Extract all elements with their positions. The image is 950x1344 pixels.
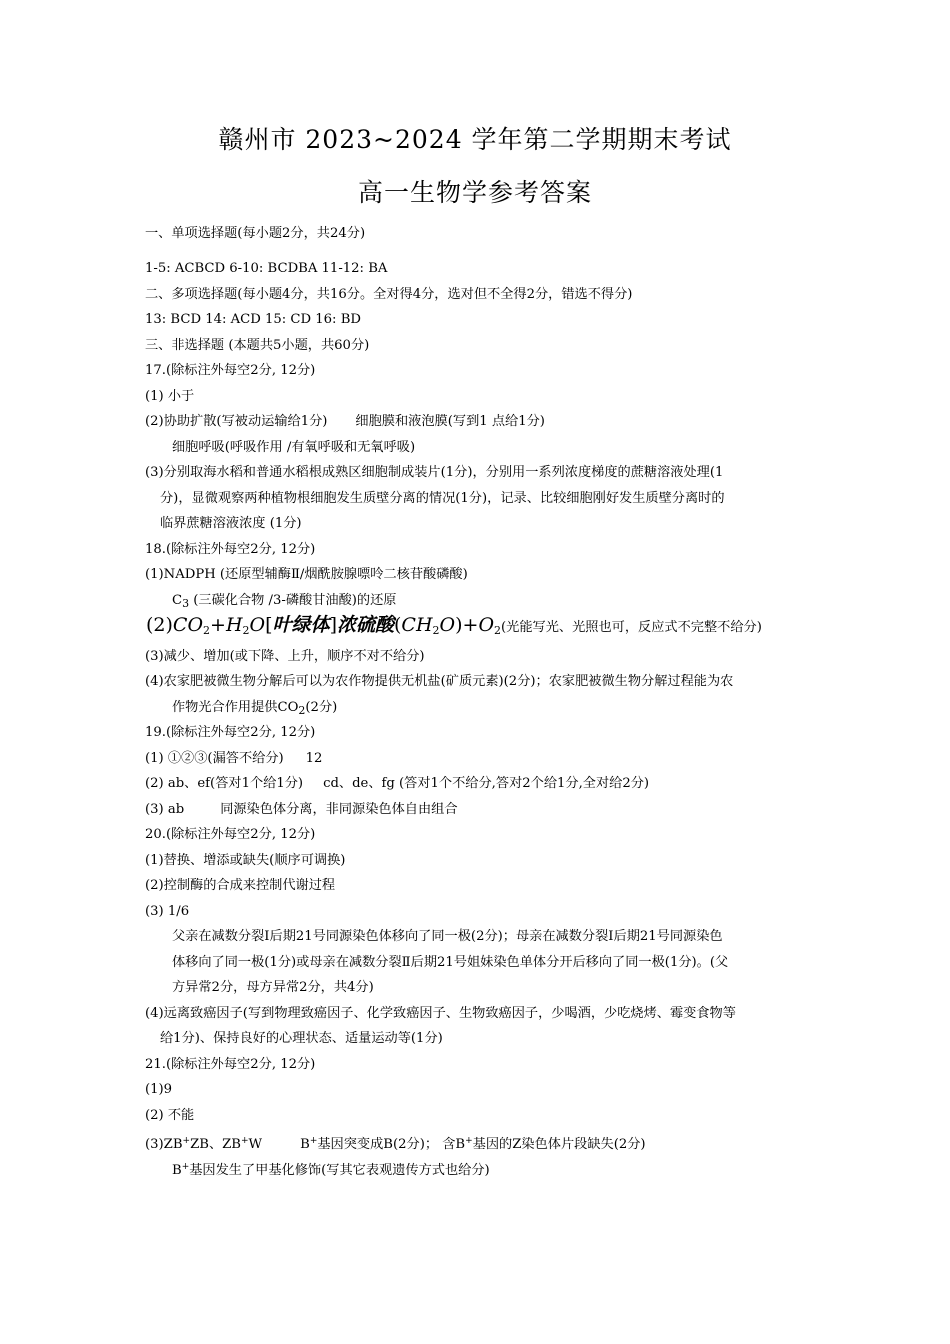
q21-answer-2: (2) 不能	[145, 1108, 195, 1123]
q18-reaction-equation: $(2)CO_2+H_2O$[叶绿体]浓硫酸$(CH_2O)+O_2$(光能写光、光照也可，反应式不完整不给分)	[146, 614, 762, 637]
q20-answer-3b-line2: 体移向了同一极(1分)或母亲在减数分裂Ⅱ后期21号姐妹染色单体分开后移向了同一极(1分)。(父	[172, 955, 729, 970]
q20-answer-2: (2)控制酶的合成来控制代谢过程	[145, 878, 336, 893]
q18-answer-1b: $C_3$ (三碳化合物 /3-磷酸甘油酸)的还原	[172, 593, 397, 610]
q20-answer-3b-line3: 方异常2分，母方异常2分，共4分)	[172, 980, 374, 995]
section-1-answers: 1-5: ACBCD 6-10: BCDBA 11-12: BA	[145, 261, 388, 276]
q17-answer-3-line2: 分)，显微观察两种植物根细胞发生质壁分离的情况(1分)，记录、比较细胞刚好发生质壁分离时的	[160, 491, 725, 506]
q17-answer-2c: 细胞呼吸(呼吸作用 /有氧呼吸和无氧呼吸)	[172, 440, 416, 455]
q18-answer-4-line2: 作物光合作用提供$CO_2(2$分)	[172, 700, 338, 717]
q17-answer-1: (1) 小于	[145, 389, 195, 404]
q19-answer-2: (2) ab、ef(答对1个给1分) cd、de、fg (答对1个不给分,答对2个给1分,全对给2分)	[145, 776, 650, 791]
q18-answer-3: (3)减少、增加(或下降、上升，顺序不对不给分)	[145, 649, 425, 664]
q17-answer-2a: (2)协助扩散(写被动运输给1分)	[145, 414, 328, 429]
q20-answer-4-line2: 给1分)、保持良好的心理状态、适量运动等(1分)	[160, 1031, 443, 1046]
section-2-answers: 13: BCD 14: ACD 15: CD 16: BD	[145, 312, 361, 327]
q19-heading: 19.(除标注外每空2分, 12分)	[145, 725, 316, 740]
q21-heading: 21.(除标注外每空2分, 12分)	[145, 1057, 316, 1072]
q18-heading: 18.(除标注外每空2分, 12分)	[145, 542, 316, 557]
q20-answer-3b-line1: 父亲在减数分裂Ⅰ后期21号同源染色体移向了同一极(2分)；母亲在减数分裂Ⅰ后期21号同源染色	[172, 929, 723, 944]
q17-answer-3-line1: (3)分别取海水稻和普通水稻根成熟区细胞制成装片(1分)，分别用一系列浓度梯度的蔗糖溶液处理(1	[145, 465, 724, 480]
q18-answer-1: (1)NADPH (还原型辅酶Ⅱ/烟酰胺腺嘌呤二核苷酸磷酸)	[145, 567, 468, 582]
chloroplast-label: 叶绿体	[272, 614, 330, 636]
section-2-header: 二、多项选择题(每小题4分，共16分。全对得4分，选对但不全得2分，错选不得分)	[145, 287, 633, 302]
q20-answer-1: (1)替换、增添或缺失(顺序可调换)	[145, 853, 346, 868]
q21-answer-3c: B+基因发生了甲基化修饰(写其它表观遗传方式也给分)	[172, 1162, 490, 1178]
q17-answer-2b: 细胞膜和液泡膜(写到1 点给1分)	[355, 414, 545, 429]
q20-answer-3: (3) 1/6	[145, 904, 190, 919]
q20-answer-4-line1: (4)远离致癌因子(写到物理致癌因子、化学致癌因子、生物致癌因子，少喝酒，少吃烧烤、霉变食物等	[145, 1006, 736, 1021]
q17-answer-3-line3: 临界蔗糖溶液浓度 (1分)	[160, 516, 302, 531]
section-1-header: 一、单项选择题(每小题2分，共24分)	[145, 226, 366, 241]
q20-heading: 20.(除标注外每空2分, 12分)	[145, 827, 316, 842]
section-3-header: 三、非选择题 (本题共5小题，共60分)	[145, 338, 370, 353]
answer-subtitle: 高一生物学参考答案	[357, 178, 592, 207]
q17-answer-2	[145, 414, 545, 430]
exam-title: 赣州市 2023~2024 学年第二学期期末考试	[218, 125, 732, 154]
reagent-label: 浓硫酸	[336, 614, 394, 636]
q19-answer-3: (3) ab 同源染色体分离，非同源染色体自由组合	[145, 802, 458, 817]
q18-answer-4-line1: (4)农家肥被微生物分解后可以为农作物提供无机盐(矿质元素)(2分)；农家肥被微生物分解过程能为农	[145, 674, 734, 689]
q19-answer-1: (1) ①②③(漏答不给分) 12	[145, 751, 323, 766]
q21-answer-3: (3)ZB+ZB、ZB+W B+基因突变成B(2分)； 含B+基因的Z染色体片段缺失(2分)	[145, 1136, 646, 1152]
equation-note: (光能写光、光照也可，反应式不完整不给分)	[501, 620, 762, 635]
q17-heading: 17.(除标注外每空2分, 12分)	[145, 363, 316, 378]
q21-answer-1: (1)9	[145, 1082, 173, 1097]
